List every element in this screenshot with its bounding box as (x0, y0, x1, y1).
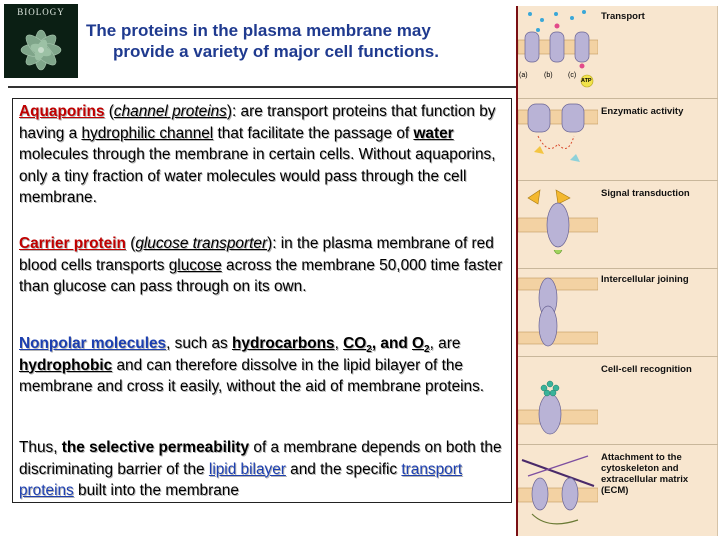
transport-illustration (518, 6, 598, 98)
label-cell-cell-recognition: Cell-cell recognition (601, 364, 692, 375)
para1-text-2: that facilitate the passage of (213, 124, 414, 142)
slide-title-line-2: provide a variety of major cell functions. (113, 42, 439, 61)
atp-label: ATP (581, 78, 592, 84)
para2-text-2: across the membrane 50,000 time faster than glucose can pass through on its own. (19, 256, 503, 295)
para3-text-3: and can therefore dissolve in the lipid bilayer of the membrane and cross it easily, without the aid of membrane proteins. (19, 356, 485, 395)
attachment-ecm-illustration (518, 446, 598, 534)
para3-and: , and (371, 335, 413, 352)
separator-4 (518, 356, 718, 357)
paragraph-nonpolar-molecules (19, 333, 513, 398)
link-o2 (412, 335, 430, 356)
link-transport-proteins: transport proteins (19, 460, 463, 499)
term-aquaporins: Aquaporins (19, 103, 105, 120)
transport-sublabel-a: (a) (519, 72, 528, 79)
enzymatic-activity-illustration (518, 100, 598, 180)
separator-1 (518, 98, 718, 99)
term-nonpolar-molecules: Nonpolar molecules (19, 335, 167, 352)
term-channel-proteins: channel proteins (113, 103, 227, 120)
link-glucose: glucose (168, 256, 222, 274)
para4-text-3: and the specific (285, 460, 402, 478)
link-lipid-bilayer: lipid bilayer (208, 460, 286, 478)
label-signal-transduction: Signal transduction (601, 188, 690, 199)
co2-subscript: 2 (366, 344, 372, 356)
para2-paren-open: ( (125, 235, 136, 252)
link-hydrophilic-channel: hydrophilic channel (81, 124, 214, 142)
link-hydrophobic: hydrophobic (19, 356, 113, 374)
panel-attachment-ecm (518, 446, 598, 534)
transport-sublabel-b: (b) (544, 72, 553, 79)
para3-text-2: , are (429, 335, 461, 352)
para4-text-4: built into the membrane (73, 482, 239, 499)
o2-subscript: 2 (424, 344, 430, 356)
slide-title (86, 20, 506, 62)
panel-intercellular-joining (518, 270, 598, 356)
separator-5 (518, 444, 718, 445)
separator-2 (518, 180, 718, 181)
para2-text-1: ): in the plasma membrane of red blood cells transports (19, 235, 494, 274)
para1-text-3: molecules through the membrane in certain cells. Without aquaporins, only a tiny fraction of water molecules would pass through the cell membrane. (19, 146, 496, 206)
transport-sublabel-c: (c) (568, 72, 577, 79)
book-cover-image (4, 4, 78, 78)
panel-enzymatic-activity (518, 100, 598, 180)
paragraph-aquaporins (19, 101, 513, 209)
para3-text-1: , such as (166, 335, 232, 352)
panel-cell-cell-recognition (518, 358, 598, 444)
para1-text-1: ): are transport proteins that function by having a (19, 103, 496, 142)
label-transport: Transport (601, 11, 645, 22)
link-water: water (413, 124, 454, 142)
panel-transport (518, 6, 598, 98)
separator-3 (518, 268, 718, 269)
term-selective-permeability: the selective permeability (61, 439, 250, 456)
link-hydrocarbons: hydrocarbons (231, 335, 335, 352)
para4-text-1: Thus, (19, 439, 62, 456)
text-box (12, 98, 512, 503)
co2-text: CO (343, 335, 367, 352)
slide-title-line-1: The proteins in the plasma membrane may (86, 21, 431, 40)
label-enzymatic-activity: Enzymatic activity (601, 106, 684, 117)
term-carrier-protein: Carrier protein (19, 235, 126, 252)
term-glucose-transporter: glucose transporter (135, 235, 268, 252)
cell-cell-recognition-illustration (518, 358, 598, 444)
membrane-protein-functions-figure (516, 6, 718, 536)
book-cover-title: BIOLOGY (17, 7, 65, 17)
link-co2 (343, 335, 372, 356)
label-intercellular-joining: Intercellular joining (601, 274, 689, 285)
panel-signal-transduction (518, 182, 598, 268)
para4-text-2: of a membrane depends on both the discriminating barrier of the (19, 439, 502, 478)
paragraph-carrier-protein (19, 233, 513, 298)
para1-paren-open: ( (104, 103, 114, 120)
title-divider (8, 86, 516, 88)
o2-text: O (412, 335, 425, 352)
intercellular-joining-illustration (518, 270, 598, 356)
signal-transduction-illustration (518, 182, 598, 268)
paragraph-selective-permeability (19, 437, 513, 502)
label-attachment-ecm: Attachment to the cytoskeleton and extracellular matrix (ECM) (601, 452, 689, 496)
para3-comma-1: , (334, 335, 344, 352)
